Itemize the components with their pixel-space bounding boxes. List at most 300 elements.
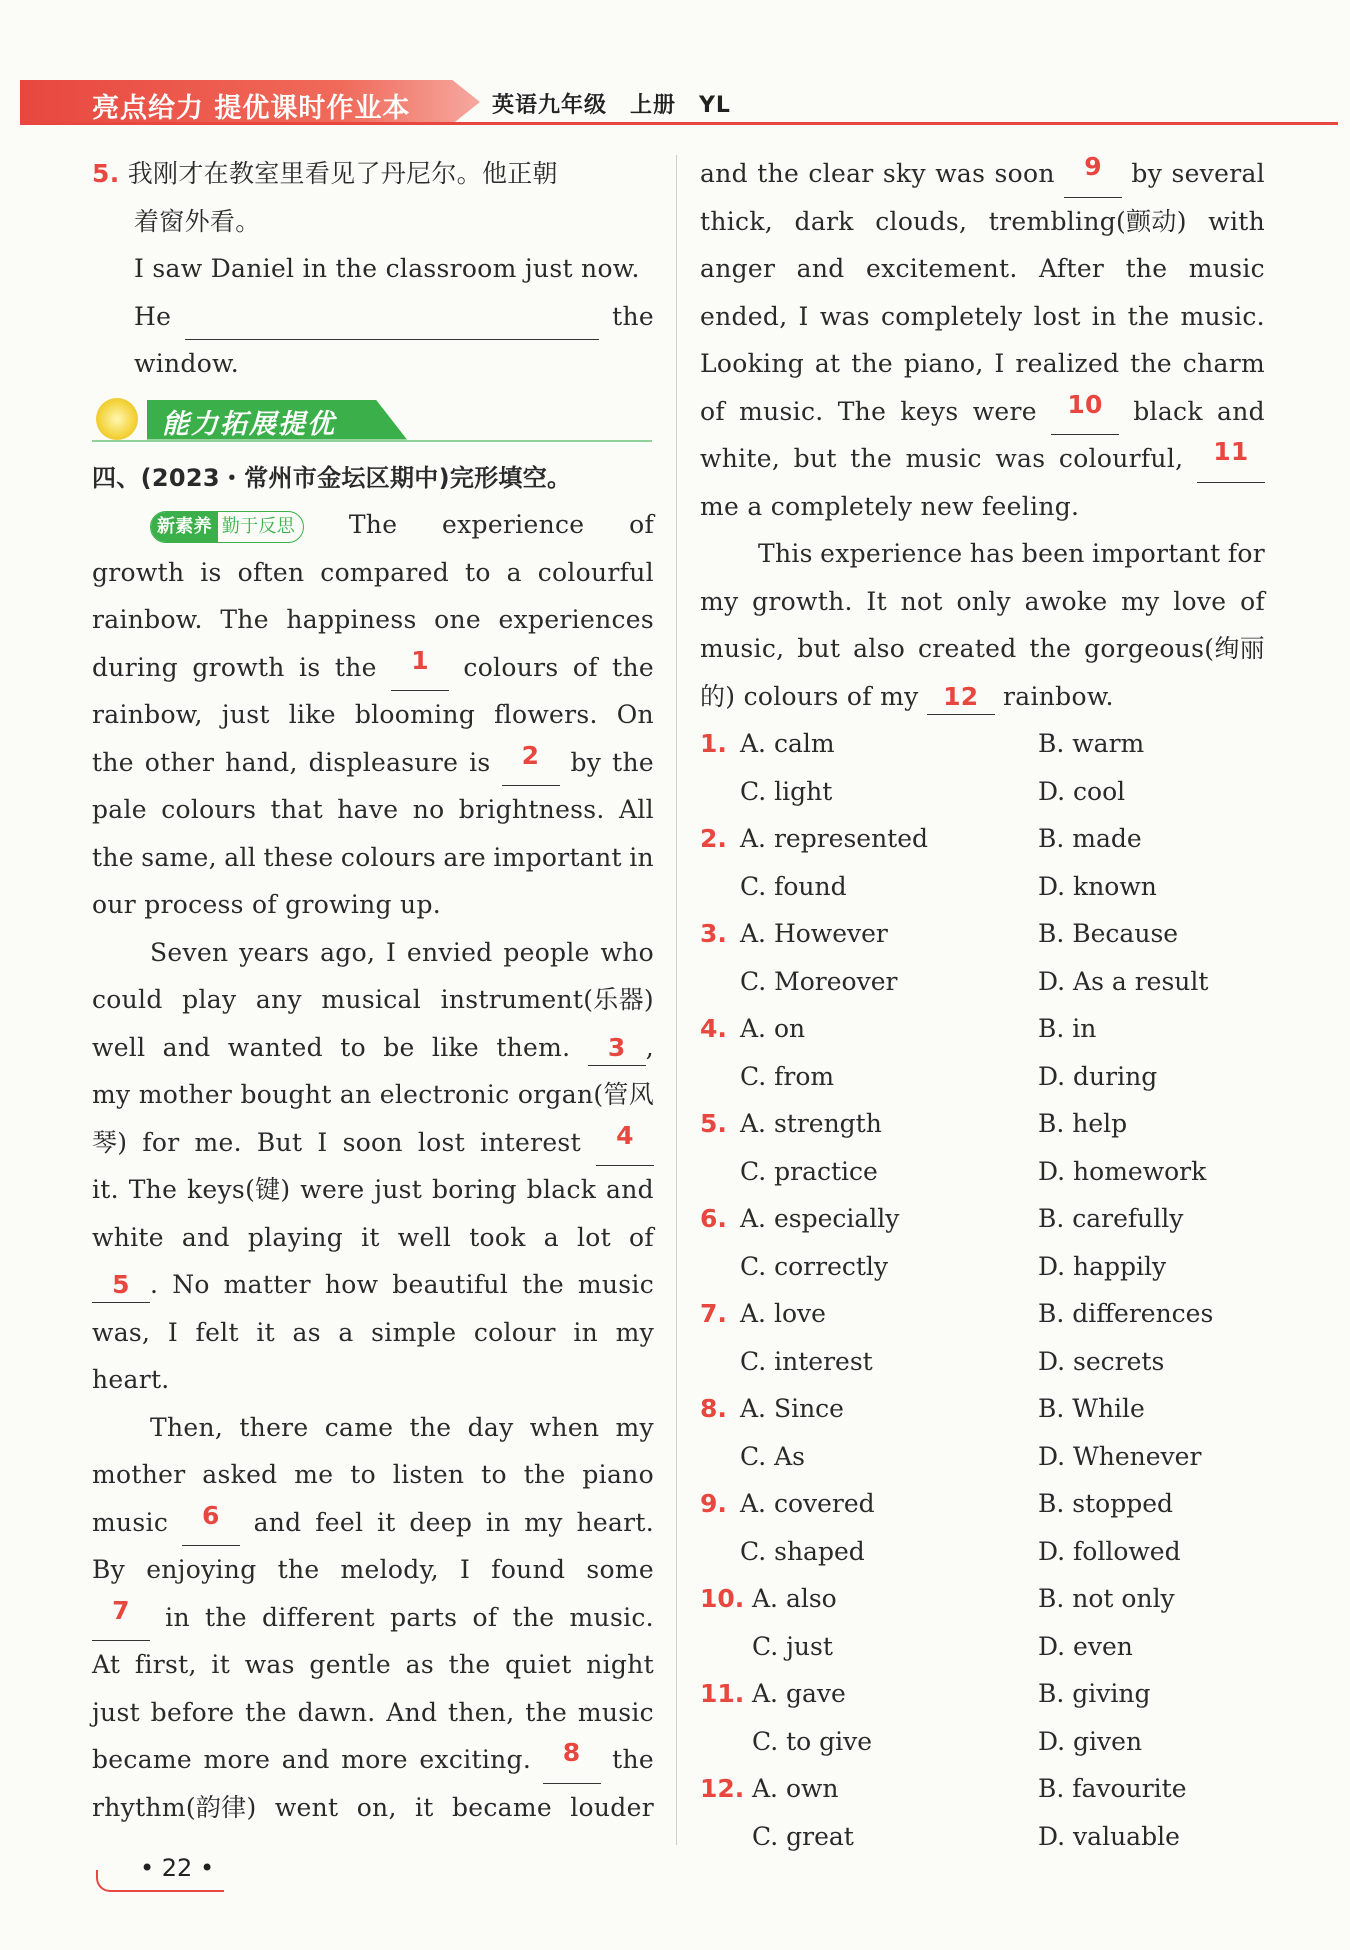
passage-word: thick, bbox=[700, 206, 774, 236]
passage-word: to bbox=[350, 1460, 376, 1489]
passage-word: music, bbox=[700, 634, 785, 663]
passage-word: dark bbox=[794, 206, 854, 236]
passage-word: for bbox=[142, 1127, 180, 1157]
passage-word: trembling(颤动) bbox=[988, 206, 1187, 236]
option-a[interactable]: A. strength bbox=[740, 1109, 882, 1138]
passage-word: matter bbox=[223, 1270, 311, 1299]
options-list bbox=[700, 720, 1265, 1860]
passage-word: lot bbox=[576, 1222, 611, 1252]
option-d[interactable]: D. given bbox=[1038, 1726, 1143, 1756]
option-row bbox=[700, 1718, 1265, 1766]
passage-word: was, bbox=[92, 1317, 151, 1347]
q5-answer-blank[interactable] bbox=[185, 293, 599, 341]
option-b[interactable]: B. differences bbox=[1038, 1299, 1214, 1328]
option-a[interactable]: A. own bbox=[752, 1774, 839, 1803]
passage-line bbox=[92, 929, 654, 977]
q5-chinese-cont: 着窗外看。 bbox=[134, 206, 261, 236]
passage-word: any bbox=[255, 985, 302, 1014]
passage-word: melody, bbox=[340, 1555, 439, 1584]
passage-word: No bbox=[172, 1270, 210, 1299]
passage-word: of bbox=[472, 1602, 498, 1632]
passage-word: And bbox=[386, 1697, 438, 1727]
option-number: 6. bbox=[700, 1204, 727, 1233]
passage-word: soon bbox=[994, 159, 1055, 188]
passage-word: ended, bbox=[700, 301, 788, 331]
passage-word: other bbox=[144, 747, 215, 777]
passage-word: then, bbox=[448, 1697, 515, 1727]
option-number: 8. bbox=[700, 1394, 727, 1423]
passage-word: music bbox=[577, 1270, 654, 1299]
option-a[interactable]: A. love bbox=[740, 1299, 826, 1328]
passage-line bbox=[700, 340, 1265, 388]
passage-word: of bbox=[700, 396, 725, 426]
option-b[interactable]: B. warm bbox=[1038, 729, 1145, 758]
passage-word: music bbox=[92, 1507, 169, 1537]
option-b[interactable]: B. While bbox=[1038, 1394, 1145, 1423]
passage-word: in bbox=[165, 1602, 190, 1632]
option-d[interactable]: D. followed bbox=[1038, 1536, 1181, 1566]
passage-word: growth. bbox=[752, 586, 853, 616]
passage-word: the bbox=[1125, 254, 1168, 283]
q5-word: window. bbox=[134, 349, 240, 378]
passage-line bbox=[92, 1214, 654, 1262]
passage-word: has bbox=[969, 539, 1015, 568]
option-a[interactable]: A. gave bbox=[752, 1679, 846, 1708]
option-row bbox=[700, 1575, 1265, 1623]
passage-word: the bbox=[612, 1745, 654, 1774]
passage-line: me a completely new feeling. bbox=[700, 491, 1080, 521]
passage-word: became bbox=[92, 1745, 193, 1774]
passage-word: the bbox=[851, 349, 894, 378]
option-b[interactable]: B. made bbox=[1038, 824, 1142, 853]
passage-word: it bbox=[211, 1650, 231, 1679]
option-a[interactable]: A. Since bbox=[740, 1394, 844, 1423]
passage-word: experience bbox=[820, 539, 963, 568]
passage-word: the bbox=[512, 1602, 555, 1632]
passage-line bbox=[92, 1024, 654, 1072]
passage-word: flowers. bbox=[494, 700, 598, 729]
passage-line bbox=[92, 1784, 654, 1832]
option-d[interactable]: D. homework bbox=[1038, 1156, 1207, 1186]
option-a[interactable]: A. especially bbox=[740, 1204, 900, 1233]
passage-word: that bbox=[270, 795, 323, 824]
option-c[interactable]: C. great bbox=[752, 1821, 854, 1851]
option-number: 7. bbox=[700, 1299, 727, 1328]
passage-word: also bbox=[853, 634, 906, 663]
option-row bbox=[700, 1765, 1265, 1813]
option-b[interactable]: B. help bbox=[1038, 1109, 1128, 1138]
passage-word: colourful bbox=[537, 557, 654, 587]
blank-12[interactable]: 12 bbox=[927, 680, 995, 715]
passage-line bbox=[92, 1689, 654, 1737]
passage-word: it. bbox=[92, 1175, 119, 1204]
passage-word: just bbox=[221, 700, 270, 729]
passage-word: important bbox=[1092, 539, 1221, 568]
passage-line bbox=[92, 1309, 654, 1357]
passage-line bbox=[92, 1261, 654, 1309]
q5-en-line-2 bbox=[92, 293, 654, 341]
passage-word: the bbox=[92, 747, 134, 777]
passage-word: before bbox=[150, 1697, 235, 1727]
option-c[interactable]: C. practice bbox=[740, 1156, 878, 1186]
option-number: 1. bbox=[700, 729, 727, 758]
passage-word: be bbox=[383, 1032, 415, 1062]
passage-word: to bbox=[340, 1032, 366, 1062]
passage-word: Seven bbox=[150, 937, 229, 967]
passage-word: important bbox=[493, 842, 622, 872]
passage-word: just bbox=[374, 1175, 423, 1204]
passage-line bbox=[700, 625, 1265, 673]
passage-line: 的) colours of my 12 rainbow. bbox=[700, 673, 1265, 721]
passage-line bbox=[700, 198, 1265, 246]
passage-word: completely bbox=[880, 301, 1023, 331]
passage-word: colours bbox=[340, 842, 436, 872]
passage-word: I bbox=[385, 937, 397, 967]
passage-word: sky bbox=[882, 159, 926, 188]
passage-word: was bbox=[244, 1650, 295, 1679]
option-c[interactable]: C. Moreover bbox=[740, 966, 898, 996]
option-b[interactable]: B. Because bbox=[1038, 919, 1179, 948]
passage-word: of bbox=[572, 652, 598, 682]
passage-word: and bbox=[253, 1507, 302, 1537]
passage-word: well bbox=[397, 1222, 452, 1252]
passage-word: came bbox=[324, 1412, 394, 1442]
passage-word: love bbox=[1173, 586, 1227, 616]
passage-line bbox=[92, 644, 654, 692]
passage-word: with bbox=[1208, 206, 1265, 236]
passage-word: of bbox=[629, 1222, 654, 1252]
passage-word: But bbox=[256, 1127, 303, 1157]
option-a[interactable]: A. represented bbox=[740, 824, 929, 853]
option-b[interactable]: B. carefully bbox=[1038, 1204, 1184, 1233]
passage-word: were bbox=[300, 1175, 365, 1204]
passage-word: the bbox=[612, 747, 654, 777]
passage-line bbox=[92, 739, 654, 787]
passage-word: is bbox=[469, 747, 491, 777]
blank-3[interactable]: 3 bbox=[588, 1031, 646, 1066]
passage-word: colours bbox=[463, 652, 559, 682]
passage-word: enjoying bbox=[146, 1555, 257, 1584]
option-a[interactable]: A. also bbox=[752, 1584, 837, 1613]
passage-word: This bbox=[758, 539, 813, 568]
footer-rule bbox=[136, 1890, 224, 1892]
option-number: 9. bbox=[700, 1489, 727, 1518]
passage-word: were bbox=[972, 396, 1037, 426]
passage-word: in bbox=[629, 842, 654, 872]
option-b[interactable]: B. not only bbox=[1038, 1584, 1175, 1613]
passage-word: play bbox=[182, 985, 237, 1014]
option-c[interactable]: C. just bbox=[752, 1631, 833, 1661]
passage-line bbox=[92, 976, 654, 1024]
passage-word: all bbox=[224, 842, 257, 872]
page-footer bbox=[96, 1850, 228, 1892]
option-c[interactable]: C. interest bbox=[740, 1346, 873, 1376]
passage-word: listen bbox=[392, 1460, 465, 1489]
option-d[interactable]: D. during bbox=[1038, 1061, 1158, 1091]
passage-word: was bbox=[819, 301, 870, 331]
passage-word: anger bbox=[700, 254, 776, 283]
passage-word: music bbox=[905, 444, 982, 473]
passage-line bbox=[92, 1404, 654, 1452]
option-row bbox=[700, 1053, 1265, 1101]
option-row bbox=[700, 1100, 1265, 1148]
q5-word: He bbox=[134, 301, 172, 331]
q5-en-line-1 bbox=[92, 245, 654, 293]
passage-word: compared bbox=[320, 557, 450, 587]
passage-word: different bbox=[262, 1602, 375, 1632]
passage-word: organ(管风 bbox=[517, 1080, 654, 1109]
blank-10[interactable]: 10 bbox=[1051, 388, 1119, 436]
passage-word: the bbox=[523, 1460, 566, 1489]
blank-5[interactable]: 5 bbox=[92, 1268, 150, 1303]
right-column bbox=[700, 150, 1265, 1860]
option-c[interactable]: C. As bbox=[740, 1441, 806, 1471]
passage-word: and bbox=[796, 254, 845, 283]
passage-word: 5 . bbox=[92, 1261, 158, 1309]
passage-word: first, bbox=[134, 1650, 197, 1679]
passage-word: some bbox=[586, 1555, 654, 1584]
passage-line bbox=[700, 388, 1265, 436]
passage-word: I bbox=[317, 1127, 328, 1157]
passage-word: there bbox=[239, 1412, 309, 1442]
passage-word: black bbox=[526, 1175, 597, 1204]
passage-word: growth bbox=[192, 652, 285, 682]
passage-word: I bbox=[167, 1317, 178, 1347]
passage-line bbox=[700, 435, 1265, 483]
passage-word: charm bbox=[1182, 349, 1265, 378]
passage-word: are bbox=[443, 842, 486, 872]
passage-word: experience bbox=[442, 510, 585, 539]
option-row bbox=[700, 1243, 1265, 1291]
section-banner bbox=[92, 394, 654, 450]
option-a[interactable]: A. covered bbox=[740, 1489, 875, 1518]
passage-word: these bbox=[263, 842, 334, 872]
passage-word: excitement. bbox=[865, 254, 1018, 283]
blank-7[interactable]: 7 bbox=[92, 1594, 150, 1642]
passage-word: parts bbox=[390, 1602, 458, 1632]
option-b[interactable]: B. in bbox=[1038, 1014, 1097, 1043]
passage-word: in bbox=[573, 1317, 599, 1347]
option-c[interactable]: C. shaped bbox=[740, 1536, 865, 1566]
passage-word: realized bbox=[1015, 349, 1120, 378]
passage-word: who bbox=[600, 937, 654, 967]
passage-word: music. bbox=[569, 1602, 654, 1632]
passage-word: musical bbox=[321, 985, 422, 1014]
option-c[interactable]: C. found bbox=[740, 871, 847, 901]
passage-word: in bbox=[485, 1507, 511, 1537]
passage-line bbox=[92, 1499, 654, 1547]
passage-line bbox=[700, 578, 1265, 626]
passage-word: louder bbox=[570, 1792, 654, 1822]
passage-word: not bbox=[900, 586, 943, 616]
option-number: 10. bbox=[700, 1584, 745, 1613]
passage-word: The bbox=[220, 605, 269, 634]
option-b[interactable]: B. giving bbox=[1038, 1679, 1151, 1708]
passage-word: me. bbox=[194, 1127, 242, 1157]
option-c[interactable]: C. to give bbox=[752, 1726, 873, 1756]
passage-word: mother bbox=[138, 1080, 233, 1109]
passage-word: deep bbox=[409, 1507, 473, 1537]
passage-word: same, bbox=[141, 842, 217, 872]
passage-word: rhythm(韵律) bbox=[92, 1792, 257, 1822]
option-number: 11. bbox=[700, 1679, 745, 1708]
passage-word: night bbox=[586, 1650, 654, 1679]
passage-word: the bbox=[277, 1555, 320, 1584]
option-row bbox=[700, 958, 1265, 1006]
passage-word: All bbox=[618, 795, 654, 824]
blank-11[interactable]: 11 bbox=[1197, 435, 1265, 483]
passage-line bbox=[92, 1451, 654, 1499]
passage-word: have bbox=[337, 795, 399, 824]
option-d[interactable]: D. even bbox=[1038, 1631, 1133, 1661]
passage-word: been bbox=[1021, 539, 1085, 568]
passage-word: felt bbox=[195, 1317, 239, 1347]
option-number: 12. bbox=[700, 1774, 745, 1803]
passage-word: At bbox=[92, 1650, 121, 1679]
passage-word: the bbox=[612, 652, 654, 682]
passage-word: more bbox=[341, 1745, 408, 1774]
passage-line: our process of growing up. bbox=[92, 890, 442, 919]
column-divider bbox=[676, 155, 677, 1845]
passage-line bbox=[92, 1594, 654, 1642]
passage-word: lost bbox=[417, 1127, 465, 1157]
passage-word: it bbox=[256, 1317, 276, 1347]
passage-word: my bbox=[524, 1507, 563, 1537]
passage-line bbox=[92, 1736, 654, 1784]
blank-8[interactable]: 8 bbox=[543, 1736, 601, 1784]
option-d[interactable]: D. secrets bbox=[1038, 1346, 1165, 1376]
passage-word: On bbox=[616, 700, 654, 729]
passage-word: white, bbox=[700, 444, 781, 473]
passage-word: exciting. bbox=[419, 1745, 532, 1774]
passage-word: by bbox=[1131, 159, 1163, 188]
option-row bbox=[700, 768, 1265, 816]
blank-2[interactable]: 2 bbox=[502, 739, 560, 787]
passage-word: ago, bbox=[320, 937, 376, 967]
passage-word: the bbox=[1127, 301, 1170, 331]
passage-word: when bbox=[529, 1412, 600, 1442]
passage-word: electronic bbox=[379, 1080, 510, 1109]
passage-word: feel bbox=[315, 1507, 364, 1537]
passage-word: gorgeous(绚丽 bbox=[1084, 634, 1265, 663]
option-c[interactable]: C. correctly bbox=[740, 1251, 889, 1281]
passage-word: quiet bbox=[505, 1650, 572, 1679]
passage-word: years bbox=[239, 937, 310, 967]
passage-word: envied bbox=[406, 937, 493, 967]
option-a[interactable]: A. on bbox=[740, 1014, 806, 1043]
option-d[interactable]: D. known bbox=[1038, 871, 1157, 901]
curl-decoration bbox=[96, 1870, 138, 1892]
passage-word: no bbox=[412, 795, 445, 824]
passage-word: several bbox=[1171, 159, 1265, 188]
option-c[interactable]: C. from bbox=[740, 1061, 835, 1091]
passage-word: my bbox=[615, 1412, 654, 1442]
option-row bbox=[700, 1290, 1265, 1338]
passage-word: it bbox=[361, 1222, 380, 1252]
passage-line bbox=[92, 834, 654, 882]
passage-word: and bbox=[606, 1175, 654, 1204]
passage-word: and bbox=[1217, 396, 1265, 426]
passage-word: could bbox=[92, 985, 163, 1014]
option-row bbox=[700, 1623, 1265, 1671]
blank-9[interactable]: 9 bbox=[1064, 150, 1122, 198]
passage-word: the bbox=[757, 159, 800, 188]
passage-word: them. bbox=[496, 1032, 571, 1062]
passage-word: clouds, bbox=[875, 206, 968, 236]
blank-6[interactable]: 6 bbox=[182, 1499, 240, 1547]
passage-word: but bbox=[793, 444, 837, 473]
option-d[interactable]: D. cool bbox=[1038, 776, 1126, 806]
passage-word: the bbox=[448, 1650, 491, 1679]
passage-word: the bbox=[1029, 634, 1072, 663]
passage-word: Looking bbox=[700, 349, 805, 378]
passage-word: experiences bbox=[498, 605, 654, 634]
passage-word: was bbox=[935, 159, 986, 188]
passage-word: interest bbox=[479, 1127, 581, 1157]
passage-line bbox=[700, 150, 1265, 198]
passage-line bbox=[92, 549, 654, 597]
option-d[interactable]: D. valuable bbox=[1038, 1821, 1180, 1851]
option-row bbox=[700, 1528, 1265, 1576]
passage-word: the bbox=[334, 652, 377, 682]
option-a[interactable]: A. calm bbox=[740, 729, 835, 758]
passage-word: white bbox=[92, 1222, 164, 1252]
passage-word: only bbox=[956, 586, 1011, 616]
passage-word: music bbox=[577, 1697, 654, 1727]
passage-word: my bbox=[1121, 586, 1160, 616]
passage-line: heart. bbox=[92, 1365, 170, 1394]
passage-word: awoke bbox=[1024, 586, 1108, 616]
blank-4[interactable]: 4 bbox=[596, 1119, 654, 1167]
option-d[interactable]: D. happily bbox=[1038, 1251, 1167, 1281]
passage-word: soon bbox=[342, 1127, 403, 1157]
passage-word: a bbox=[338, 1317, 354, 1347]
passage-word: one bbox=[434, 605, 481, 634]
passage-word: 琴) bbox=[92, 1127, 128, 1157]
option-d[interactable]: D. As a result bbox=[1038, 966, 1209, 996]
option-c[interactable]: C. light bbox=[740, 776, 833, 806]
option-b[interactable]: B. stopped bbox=[1038, 1489, 1173, 1518]
passage-word: is bbox=[200, 557, 222, 587]
passage-word: just bbox=[92, 1697, 140, 1727]
passage-line bbox=[700, 530, 1265, 578]
section-title: 能力拓展提优 bbox=[162, 408, 336, 440]
passage-word: as bbox=[405, 1650, 434, 1679]
blank-1[interactable]: 1 bbox=[391, 644, 449, 692]
passage-word: as bbox=[292, 1317, 321, 1347]
passage-word: it bbox=[414, 1792, 434, 1822]
passage-line bbox=[92, 1119, 654, 1167]
passage-word: playing bbox=[247, 1222, 344, 1252]
option-a[interactable]: A. However bbox=[740, 919, 888, 948]
passage-word: heart. bbox=[576, 1507, 654, 1537]
tag-main: 新素养 bbox=[151, 512, 218, 542]
literacy-tag bbox=[150, 511, 304, 543]
option-d[interactable]: D. Whenever bbox=[1038, 1441, 1202, 1471]
passage-word: The bbox=[128, 1175, 178, 1204]
passage-word: to bbox=[481, 1460, 507, 1489]
passage-word: black bbox=[1133, 396, 1203, 426]
option-b[interactable]: B. favourite bbox=[1038, 1774, 1187, 1803]
option-number: 4. bbox=[700, 1014, 727, 1043]
passage-line bbox=[92, 691, 654, 739]
passage-word: at bbox=[814, 349, 841, 378]
q5-cn-line-1 bbox=[92, 150, 654, 198]
passage-word: brightness. bbox=[458, 795, 605, 824]
q5-english: I saw Daniel in the classroom just now. bbox=[134, 254, 640, 283]
passage-word: After bbox=[1039, 254, 1105, 283]
brand-title: 亮点给力 提优课时作业本 bbox=[92, 93, 411, 124]
